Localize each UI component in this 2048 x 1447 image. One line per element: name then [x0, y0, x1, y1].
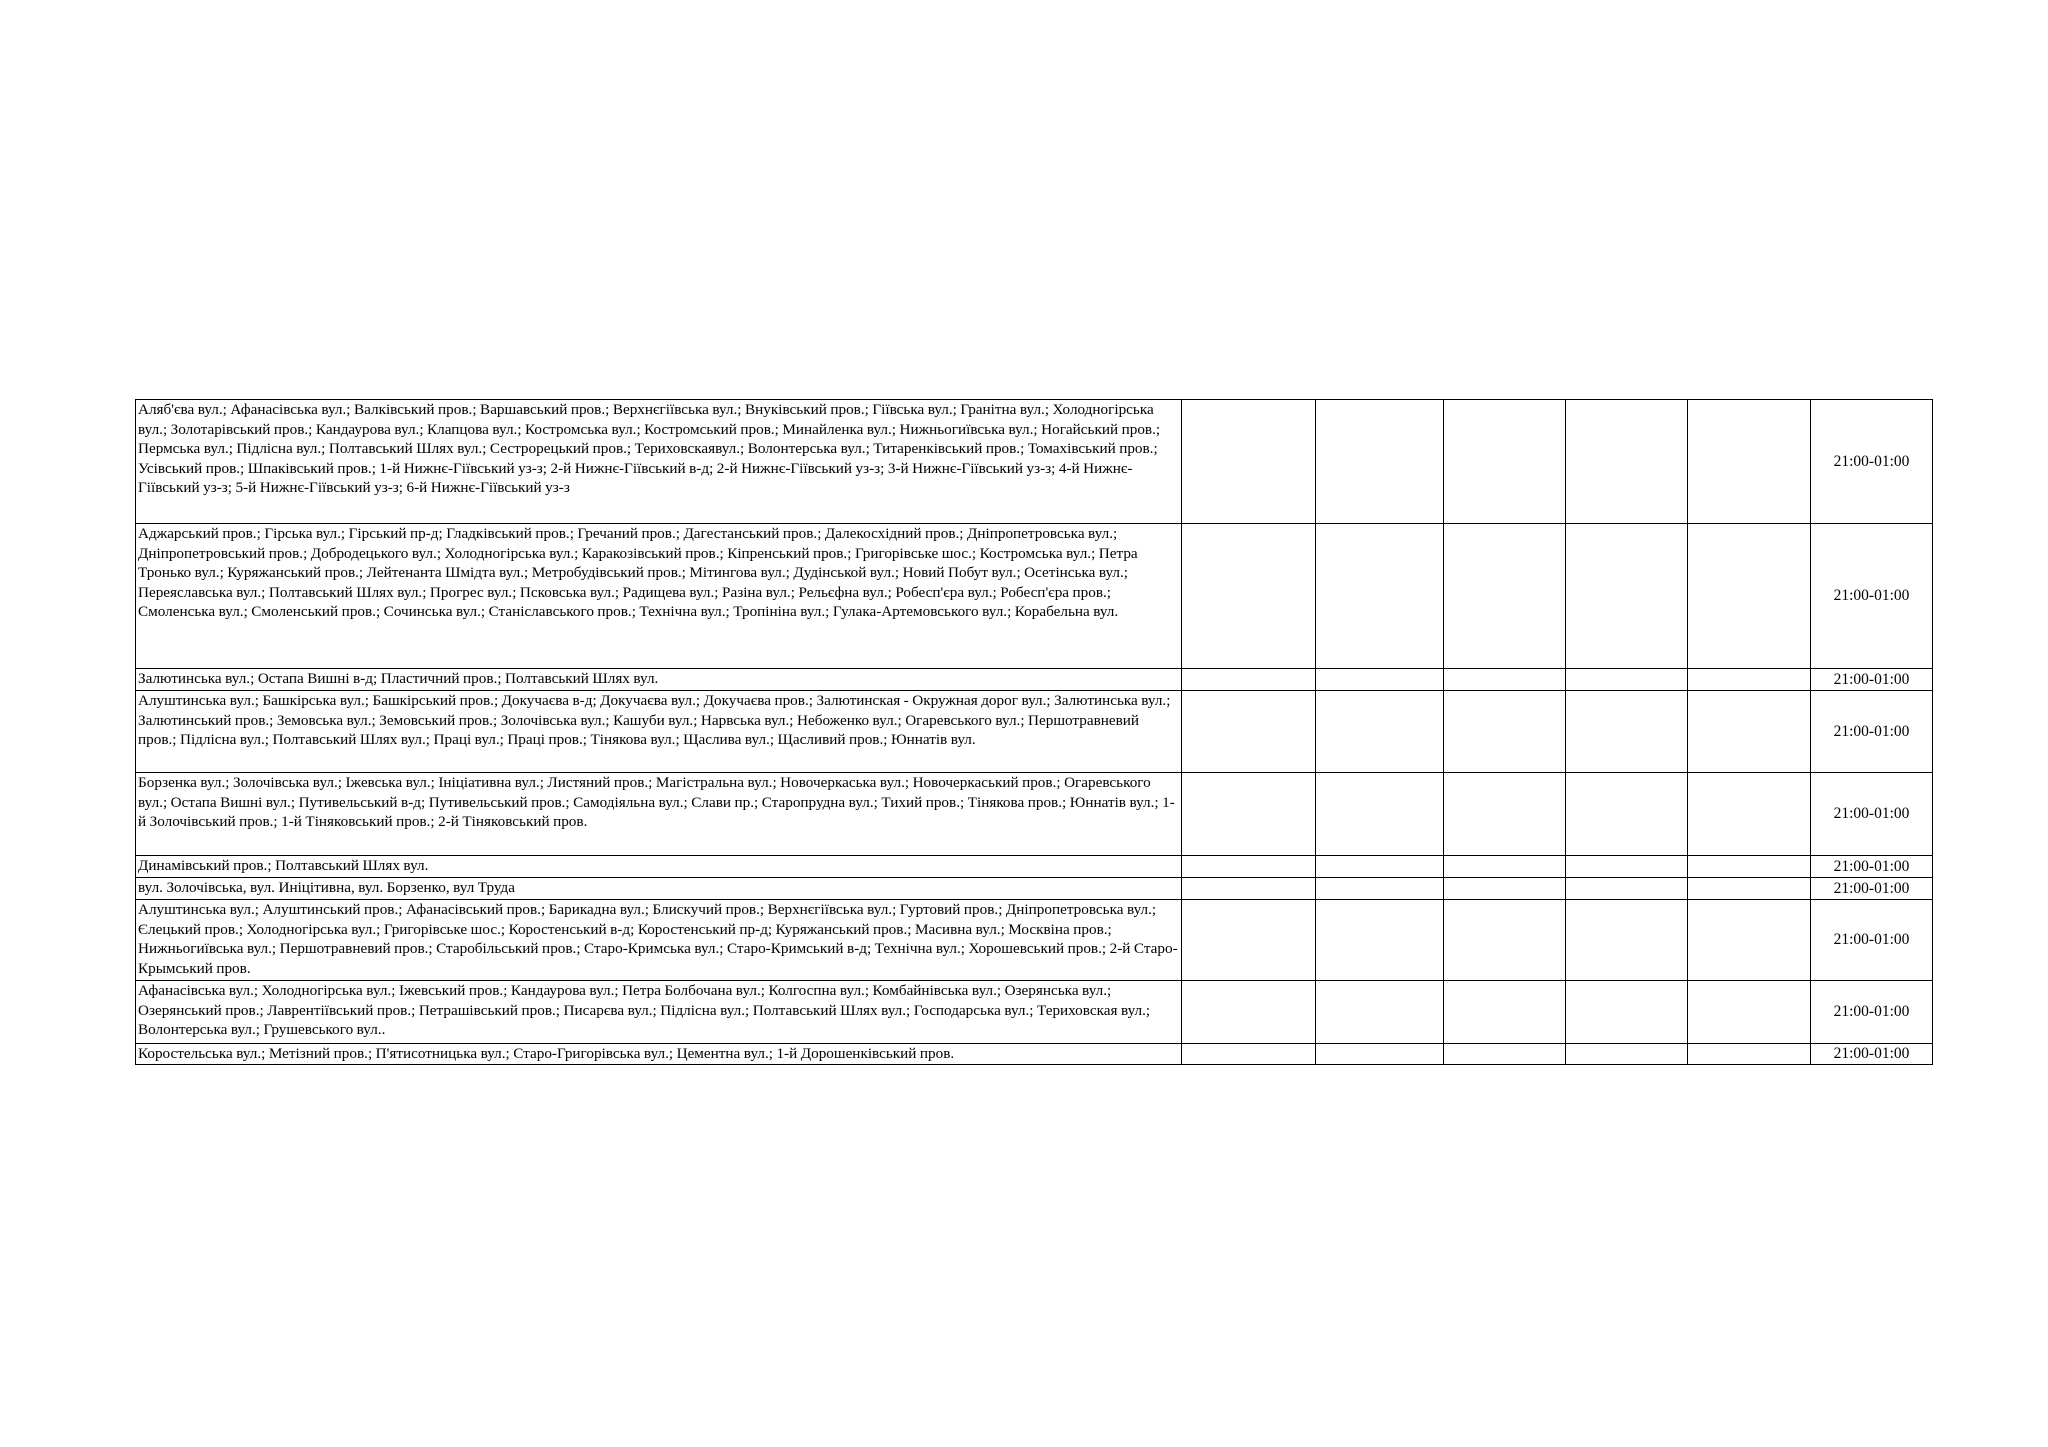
empty-cell — [1688, 400, 1811, 524]
time-cell: 21:00-01:00 — [1811, 856, 1933, 878]
streets-cell: Аляб'єва вул.; Афанасівська вул.; Валківський пров.; Варшавський пров.; Верхнєгіївська вул.; Внуківський пров.; Гіївська вул.; Гранітна вул.; Холодногірська вул.; Золотарівський пров.; Кандаурова вул.; Клапцова вул.; Костромська вул.; Костромський пров.; Минайленка вул.; Нижньогиївська вул.; Ногайський пров.; Пермська вул.; Підлісна вул.; Полтавський Шлях вул.; Сестрорецький пров.; Териховскаявул.; Волонтерська вул.; Титаренківський пров.; Томахівський пров.; Усівський пров.; Шпаківський пров.; 1-й Нижнє-Гіївський уз-з; 2-й Нижнє-Гіївський в-д; 2-й Нижнє-Гіївський уз-з; 3-й Нижнє-Гіївський уз-з; 4-й Нижнє-Гіївський уз-з; 5-й Нижнє-Гіївський уз-з; 6-й Нижнє-Гіївський уз-з — [136, 400, 1182, 524]
empty-cell — [1316, 1044, 1444, 1065]
streets-cell: Алуштинська вул.; Башкірська вул.; Башкірський пров.; Докучаєва в-д; Докучаєва вул.; Докучаєва пров.; Залютинская - Окружная дорог вул.; Залютинська вул.; Залютинський пров.; Земовська вул.; Земовський пров.; Золочівська вул.; Кашуби вул.; Нарвська вул.; Небоженко вул.; Огаревського вул.; Першотравневий пров.; Підлісна вул.; Полтавський Шлях вул.; Праці вул.; Праці пров.; Тінякова вул.; Щаслива вул.; Щасливий пров.; Юннатів вул. — [136, 691, 1182, 773]
time-cell: 21:00-01:00 — [1811, 691, 1933, 773]
empty-cell — [1688, 669, 1811, 691]
empty-cell — [1316, 878, 1444, 900]
empty-cell — [1316, 691, 1444, 773]
empty-cell — [1182, 900, 1316, 981]
time-cell: 21:00-01:00 — [1811, 900, 1933, 981]
empty-cell — [1182, 524, 1316, 669]
table-row — [136, 878, 1933, 900]
time-cell: 21:00-01:00 — [1811, 400, 1933, 524]
empty-cell — [1182, 878, 1316, 900]
streets-cell: вул. Золочівська, вул. Иніцітивна, вул. Борзенко, вул Труда — [136, 878, 1182, 900]
empty-cell — [1566, 400, 1688, 524]
empty-cell — [1182, 1044, 1316, 1065]
empty-cell — [1444, 981, 1566, 1044]
empty-cell — [1688, 1044, 1811, 1065]
empty-cell — [1316, 856, 1444, 878]
empty-cell — [1566, 524, 1688, 669]
table-row — [136, 1044, 1933, 1065]
streets-cell: Афанасівська вул.; Холодногірська вул.; Іжевський пров.; Кандаурова вул.; Петра Болбочана вул.; Колгоспна вул.; Комбайнівська вул.; Озерянська вул.; Озерянський пров.; Лаврентіївський пров.; Петрашівський пров.; Писарєва вул.; Підлісна вул.; Полтавський Шлях вул.; Господарська вул.; Териховская вул.; Волонтерська вул.; Грушевського вул.. — [136, 981, 1182, 1044]
empty-cell — [1566, 856, 1688, 878]
empty-cell — [1182, 400, 1316, 524]
time-cell: 21:00-01:00 — [1811, 669, 1933, 691]
empty-cell — [1688, 773, 1811, 856]
empty-cell — [1316, 900, 1444, 981]
streets-cell: Алуштинська вул.; Алуштинський пров.; Афанасівський пров.; Барикадна вул.; Блискучий пров.; Верхнєгіївська вул.; Гуртовий пров.; Дніпропетровська вул.; Єлецький пров.; Холодногірська вул.; Григорівське шос.; Коростенський в-д; Коростенський пр-д; Куряжанський пров.; Масивна вул.; Москвіна пров.; Нижньогиївська вул.; Першотравневий пров.; Старобільський пров.; Старо-Кримська вул.; Старо-Кримський в-д; Технічна вул.; Хорошевський пров.; 2-й Старо-Крымський пров. — [136, 900, 1182, 981]
time-cell: 21:00-01:00 — [1811, 524, 1933, 669]
table-row — [136, 669, 1933, 691]
outage-schedule-table — [135, 399, 1933, 1065]
table-row — [136, 773, 1933, 856]
streets-cell: Борзенка вул.; Золочівська вул.; Іжевська вул.; Ініціативна вул.; Листяний пров.; Магістральна вул.; Новочеркаська вул.; Новочеркаський пров.; Огаревського вул.; Остапа Вишні вул.; Путивельський в-д; Путивельський пров.; Самодіяльна вул.; Слави пр.; Старопрудна вул.; Тихий пров.; Тінякова пров.; Юннатів вул.; 1-й Золочівський пров.; 1-й Тіняковський пров.; 2-й Тіняковський пров. — [136, 773, 1182, 856]
empty-cell — [1444, 878, 1566, 900]
empty-cell — [1566, 878, 1688, 900]
empty-cell — [1688, 878, 1811, 900]
time-cell: 21:00-01:00 — [1811, 878, 1933, 900]
empty-cell — [1566, 900, 1688, 981]
empty-cell — [1688, 900, 1811, 981]
streets-cell: Динамівський пров.; Полтавський Шлях вул. — [136, 856, 1182, 878]
empty-cell — [1444, 900, 1566, 981]
empty-cell — [1316, 669, 1444, 691]
empty-cell — [1444, 691, 1566, 773]
empty-cell — [1182, 669, 1316, 691]
empty-cell — [1566, 691, 1688, 773]
empty-cell — [1182, 856, 1316, 878]
empty-cell — [1316, 981, 1444, 1044]
empty-cell — [1182, 691, 1316, 773]
empty-cell — [1566, 1044, 1688, 1065]
streets-cell: Залютинська вул.; Остапа Вишні в-д; Пластичний пров.; Полтавський Шлях вул. — [136, 669, 1182, 691]
empty-cell — [1688, 981, 1811, 1044]
empty-cell — [1688, 524, 1811, 669]
empty-cell — [1566, 773, 1688, 856]
empty-cell — [1444, 669, 1566, 691]
empty-cell — [1182, 981, 1316, 1044]
empty-cell — [1316, 773, 1444, 856]
time-cell: 21:00-01:00 — [1811, 773, 1933, 856]
empty-cell — [1444, 1044, 1566, 1065]
empty-cell — [1444, 856, 1566, 878]
time-cell: 21:00-01:00 — [1811, 981, 1933, 1044]
empty-cell — [1688, 856, 1811, 878]
streets-cell: Коростельська вул.; Метізний пров.; П'ятисотницька вул.; Старо-Григорівська вул.; Цементна вул.; 1-й Дорошенківський пров. — [136, 1044, 1182, 1065]
empty-cell — [1444, 400, 1566, 524]
empty-cell — [1316, 524, 1444, 669]
empty-cell — [1182, 773, 1316, 856]
table-row — [136, 856, 1933, 878]
table-row — [136, 900, 1933, 981]
table-row — [136, 981, 1933, 1044]
table-row — [136, 691, 1933, 773]
table-row — [136, 524, 1933, 669]
empty-cell — [1688, 691, 1811, 773]
empty-cell — [1566, 981, 1688, 1044]
empty-cell — [1566, 669, 1688, 691]
empty-cell — [1444, 524, 1566, 669]
time-cell: 21:00-01:00 — [1811, 1044, 1933, 1065]
streets-cell: Аджарський пров.; Гірська вул.; Гірський пр-д; Гладківський пров.; Гречаний пров.; Дагестанський пров.; Далекосхідний пров.; Дніпропетровська вул.; Дніпропетровський пров.; Добродецького вул.; Холодногірська вул.; Каракозівський пров.; Кіпренський пров.; Григорівське шос.; Костромська вул.; Петра Тронько вул.; Куряжанський пров.; Лейтенанта Шмідта вул.; Метробудівський пров.; Мітингова вул.; Дудінськой вул.; Новий Побут вул.; Осетінська вул.; Переяславська вул.; Полтавський Шлях вул.; Прогрес вул.; Псковська вул.; Радищева вул.; Разіна вул.; Рельєфна вул.; Робесп'єра вул.; Робесп'єра пров.; Смоленська вул.; Смоленський пров.; Сочинська вул.; Станіславського пров.; Технічна вул.; Тропініна вул.; Гулака-Артемовського вул.; Корабельна вул. — [136, 524, 1182, 669]
table-row — [136, 400, 1933, 524]
empty-cell — [1316, 400, 1444, 524]
empty-cell — [1444, 773, 1566, 856]
